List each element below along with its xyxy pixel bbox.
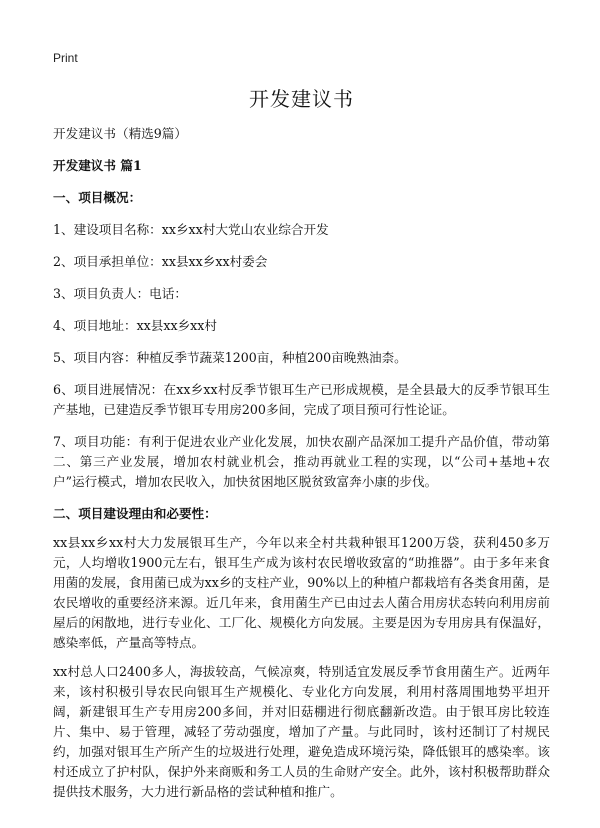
document-title: 开发建议书 [249, 87, 354, 111]
article-heading: 开发建议书 篇1 [53, 158, 142, 173]
print-link[interactable]: Print [53, 51, 78, 65]
document-subtitle: 开发建议书（精选9篇） [53, 126, 187, 141]
rationale-paragraph: xx县xx乡xx村大力发展银耳生产，今年以来全村共栽种银耳1200万袋，获利450多万元，人均增收1900元左右，银耳生产成为该村农民增收致富的“助推器”。由于多年来食用菌的发展，食用菌已成为xx乡的支柱产业，90%以上的种植户都栽培有各类食用菌，是农民增收的重要经济来源。近几年来，食用菌生产已由过去人菌合用房状态转向利用房前屋后的闲散地，进行专业化、工厂化、规模化方向发展。主要是因为专用房具有保温好，感染率低，产量高等特点。 [53, 535, 550, 650]
overview-item-project-progress: 6、项目进展情况：在xx乡xx村反季节银耳生产已形成规模，是全县最大的反季节银耳生产基地，已建造反季节银耳专用房200多间，完成了项目预可行性论证。 [53, 382, 550, 417]
overview-item-project-content: 5、项目内容：种植反季节蔬菜1200亩，种植200亩晚熟油柰。 [53, 350, 407, 365]
overview-item-project-leader: 3、项目负责人：电话： [53, 286, 187, 301]
overview-item-project-address: 4、项目地址：xx县xx乡xx村 [53, 318, 217, 333]
rationale-paragraph: xx村总人口2400多人，海拔较高，气候凉爽，特别适宜发展反季节食用菌生产。近两年来，该村积极引导农民向银耳生产规模化、专业化方向发展，利用村落周围地势平坦开阔，新建银耳生产专用房200多间，并对旧菇棚进行彻底翻新改造。由于银耳房比较连片、集中、易于管理，减轻了劳动强度，增加了产量。与此同时，该村还制订了村规民约，加强对银耳生产所产生的垃圾进行处理，避免造成环境污染，降低银耳的感染率。该村还成立了护村队，保护外来商贩和务工人员的生命财产安全。此外，该村积极帮助群众提供技术服务，大力进行新品格的尝试种植和推广。 [53, 664, 550, 799]
overview-item-undertaking-unit: 2、项目承担单位：xx县xx乡xx村委会 [53, 254, 268, 269]
section-heading-rationale: 二、项目建设理由和必要性： [53, 506, 217, 521]
overview-item-project-function: 7、项目功能：有利于促进农业产业化发展，加快农副产品深加工提升产品价值，带动第二、第三产业发展，增加农村就业机会，推动再就业工程的实现，以“公司+基地+农户”运行模式，增加农民收入，加快贫困地区脱贫致富奔小康的步伐。 [53, 434, 550, 489]
overview-item-project-name: 1、建设项目名称：xx乡xx村大党山农业综合开发 [53, 222, 329, 237]
section-heading-overview: 一、项目概况： [53, 190, 142, 205]
